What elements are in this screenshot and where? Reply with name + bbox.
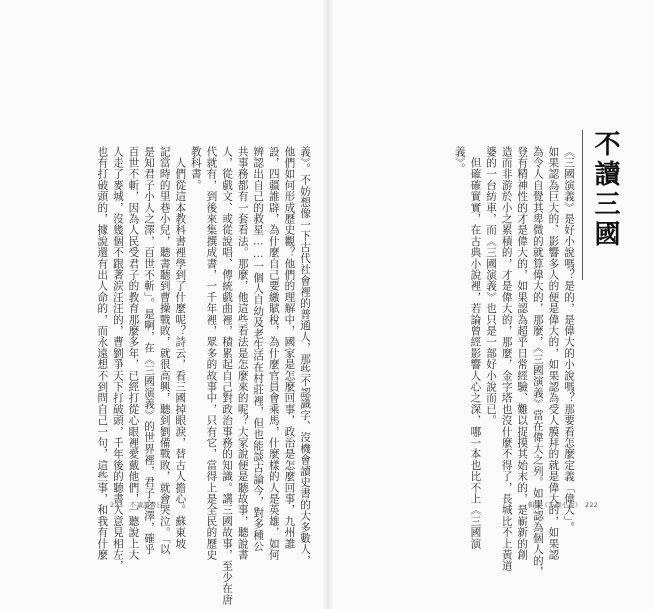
chapter-title-rule bbox=[582, 130, 583, 280]
book-gutter bbox=[322, 0, 334, 609]
left-page-footer: 223 不讀讀書日 bbox=[110, 501, 164, 509]
left-page-body-text: 義》。不妨想像一下古代社會裡的普通人，那些不認識字、沒機會讀史書的大多數人， 他們如何形成歷史觀？他們的理解中，國家是怎麼回事，政治是怎麼回事，九州誰 設，四疆誰辟，為什麼自己要繳賦稅，為什麼官員會乘馬，什麼樣的人是英雄，如何 辨認出自己的救星……一個人自幼及老生活在村莊裡，但也能談古論今，對多種公 共事務都有一套看法。那麼，他這些看法是怎麼來的呢？大家說便是聽故事，聽說書 人，從戲文、或從說唱、傳統戲曲裡，積累起自己對政治事務的知識。講三國故事，至少在唐 代就有，到後來集撰成書，一千年裡，眾多的故事中，只有它，當得上是全民的歷史 教科書。 人們從這本教科書裡學到了什麼呢？詩云，看三國掉眼淚，替古人擔心。蘇東坡 記當時的里巷小兒，聽書聽到曹操戰敗，就很高興，聽到劉備戰敗，就會哭泣。「以 是知君子小人之澤，百世不斬」。是啊，在《三國演義》的世界裡，君子之澤，確乎 百世不斬，因為人民受君子的教育那麼多年，已經打從心眼裡愛戴他們，一聽說上大 人走了麥城，沒幾個不跟著涙汪汪的，曹劉爭天下打破頭，千年後的聽書人意見相左， 也有打破頭的，據說還有出人命的，而永遠想不到問自己一句，這些事，和我有什麼 bbox=[96, 146, 311, 606]
chapter-title: 不讀三國 bbox=[590, 130, 620, 250]
right-page-body-text: 《三國演義》是好小說嗎？是的，是偉大的小說嗎？那要看怎麼定義「偉大」。 如果認為巨大的、影響多人的便是偉大的，如果認為受人膜拜的就是偉大的，如果認 為令人自覺其卑微的就算偉大的，那麼，《三國演義》當在偉大之列。如果認為個人的， 登有精神性的才是偉大的，如果認為超乎日常經驗、難以捉摸其始末的，是嶄新的創 造而非游於小之累積的，才是偉大的，那麼，金字塔也沒什麼不得了，長城比不上黃道 婆的一台紡車，而《三國演義》也只是一部好小說而已。 但確確實實，在古典小說裡，若論曾經影響人心之深，哪一本也比不上《三國演 義》。 bbox=[453, 146, 575, 578]
right-page-footer: 輯詩《不讀小說》 222 bbox=[528, 501, 599, 509]
